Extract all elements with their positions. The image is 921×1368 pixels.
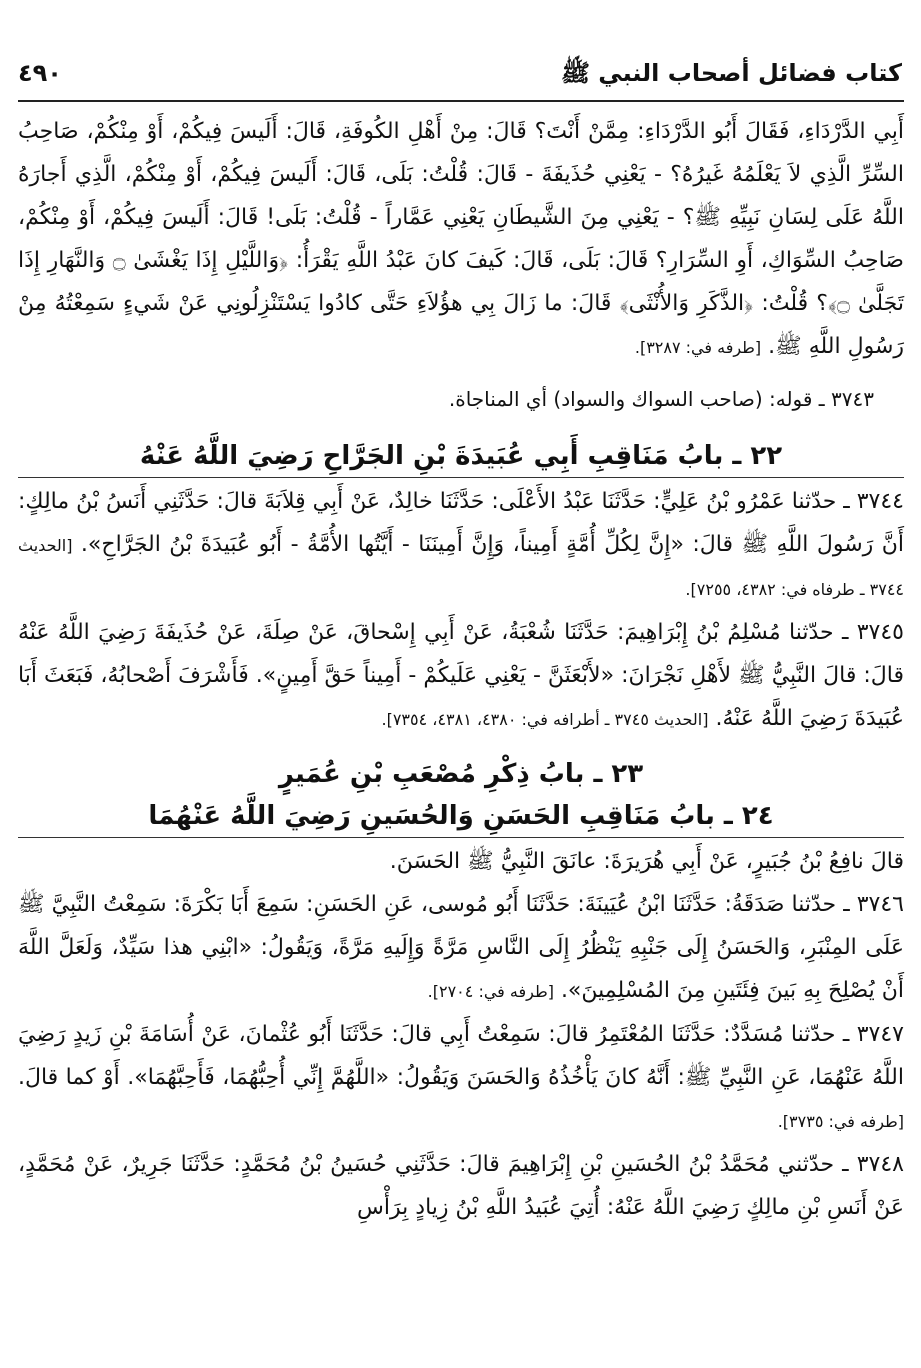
book-page (18, 58, 904, 1348)
chapter-divider (18, 477, 904, 478)
hadith-3747 (18, 1013, 904, 1143)
opening-text: أَبِي الدَّرْدَاءِ، فَقَالَ أَبُو الدَّرْدَاءِ: مِمَّنْ أَنْتَ؟ قَالَ: مِنْ أَهْلِ الكُوفَةِ، قَالَ: أَلَيسَ فِيكُمْ، أَوْ مِنْكُمْ، صَاحِبُ السِّرِّ الَّذِي لاَ يَعْلَمُهُ غَيرُهُ؟ - يَعْنِي حُذَيفَةَ - قَالَ: قُلْتُ: بَلَى، قَالَ: أَلَيسَ فِيكُمْ، أَوْ مِنْكُمْ، الَّذِي أَجارَهُ اللَّهُ عَلَى لِسَانِ نَبِيِّهِ ﷺ؟ - يَعْنِي مِنَ الشَّيطَانِ يَعْنِي عَمَّاراً - قُلْتُ: بَلَى! قَالَ: أَلَيسَ فِيكُمْ، أَوْ مِنْكُمْ، صَاحِبُ السِّوَاكِ، أَوِ السِّرَارِ؟ قَالَ: بَلَى، قَالَ: كَيفَ كانَ عَبْدُ اللَّهِ يَقْرَأُ: ﴿وَاللَّيْلِ إِذَا يَغْشَىٰ ۝ وَالنَّهَارِ إِذَا تَجَلَّىٰ ۝﴾؟ قُلْتُ: ﴿الذَّكَرِ وَالأُنْثَى﴾ قَالَ: ما زَالَ بِي هؤُلاَءِ حَتَّى كادُوا يَسْتَنْزِلُونِي عَنْ شَيءٍ سَمِعْتُهُ مِنْ رَسُولِ اللَّهِ ﷺ. (18, 119, 904, 359)
chapter-heading-22: ٢٢ ـ بابُ مَنَاقِبِ أَبِي عُبَيدَةَ بْنِ الجَرَّاحِ رَضِيَ اللَّهُ عَنْهُ (139, 441, 783, 471)
hadith-reference: [طرفه في: ٢٧٠٤]. (427, 982, 554, 1001)
page-number: ٤٩٠ (18, 59, 62, 87)
chapter-heading-23: ٢٣ ـ بابُ ذِكْرِ مُصْعَبِ بْنِ عُمَيرٍ (278, 759, 644, 789)
hadith-3745 (18, 611, 904, 741)
running-head (18, 58, 904, 102)
hadith-3744 (18, 480, 904, 611)
commentary-note: ٣٧٤٣ ـ قوله: (صاحب السواك والسواد) أي المناجاة. (448, 387, 874, 411)
opening-reference: [طرفه في: ٣٢٨٧]. (634, 338, 762, 357)
hadith-reference: [الحديث ٣٧٤٥ ـ أطرافه في: ٤٣٨٠، ٤٣٨١، ٧٣٥٤]. (381, 710, 709, 729)
hadith-text: ٣٧٤٤ ـ حدّثنا عَمْرُو بْنُ عَلِيٍّ: حَدَّثَنَا عَبْدُ الأَعْلَى: حَدَّثَنَا خالِدٌ، عَنْ أَبِي قِلاَبَةَ قالَ: حَدَّثَنِي أَنَسُ بْنُ مالِكٍ: أَنَّ رَسُولَ اللَّهِ ﷺ قالَ: «إِنَّ لِكُلِّ أُمَّةٍ أَمِيناً، وَإِنَّ أَمِينَنَا - أَيَّتُها الأُمَّةُ - أَبُو عُبَيدَةَ بْنُ الجَرَّاحِ». (17, 489, 904, 557)
hadith-text: ٣٧٤٧ ـ حدّثنا مُسَدَّدٌ: حَدَّثَنَا المُعْتَمِرُ قالَ: سَمِعْتُ أَبِي قالَ: حَدَّثَنَا أَبُو عُثْمانَ، عَنْ أُسَامَةَ بْنِ زَيدٍ رَضِيَ اللَّهُ عَنْهُمَا، عَنِ النَّبِيِّ ﷺ: أَنَّهُ كانَ يَأْخُذُهُ وَالحَسَنَ وَيَقُولُ: «اللَّهُمَّ إِنِّي أُحِبُّهُمَا، فَأَحِبَّهُمَا». أَوْ كما قالَ. (18, 1022, 904, 1090)
hadith-reference: [طرفه في: ٣٧٣٥]. (777, 1112, 904, 1131)
page-content (18, 102, 904, 1229)
chapter-heading-24: ٢٤ ـ بابُ مَنَاقِبِ الحَسَنِ وَالحُسَينِ رَضِيَ اللَّهُ عَنْهُمَا (148, 801, 774, 831)
hadith-text: ٣٧٤٥ ـ حدّثنا مُسْلِمُ بْنُ إِبْرَاهِيمَ: حَدَّثَنَا شُعْبَةُ، عَنْ أَبِي إِسْحاقَ، عَنْ صِلَةَ، عَنْ حُذَيفَةَ رَضِيَ اللَّهُ عَنْهُ قالَ: قالَ النَّبِيُّ ﷺ لأَهْلِ نَجْرَانَ: «لأَبْعَثَنَّ - يَعْنِي عَلَيكُمْ - أَمِيناً حَقَّ أَمِينٍ». فَأَشْرَفَ أَصْحابُهُ، فَبَعَثَ أَبَا عُبَيدَةَ رَضِيَ اللَّهُ عَنْهُ. (18, 620, 904, 731)
chapter-divider (18, 837, 904, 838)
book-title: كتاب فضائل أصحاب النبي ﷺ (560, 59, 902, 87)
hadith-3748 (18, 1143, 904, 1229)
hadith-reference: [الحديث ٣٧٤٤ ـ طرفاه في: ٤٣٨٢، ٧٢٥٥]. (18, 536, 904, 599)
hadith-3746 (18, 883, 904, 1013)
chapter-intro: قالَ نافِعُ بْنُ جُبَيرٍ، عَنْ أَبِي هُرَيرَةَ: عانَقَ النَّبِيُّ ﷺ الحَسَنَ. (389, 849, 904, 874)
hadith-text: ٣٧٤٦ ـ حدّثنا صَدَقَةُ: حَدَّثَنَا ابْنُ عُيَينَةَ: حَدَّثَنَا أَبُو مُوسى، عَنِ الحَسَنِ: سَمِعَ أَبَا بَكْرَةَ: سَمِعْتُ النَّبِيَّ ﷺ عَلَى المِنْبَرِ، وَالحَسَنُ إِلَى جَنْبِهِ يَنْظُرُ إِلَى النَّاسِ مَرَّةً وَإِلَيهِ مَرَّةً، وَيَقُولُ: «ابْنِي هذا سَيِّدٌ، وَلَعَلَّ اللَّهَ أَنْ يُصْلِحَ بِهِ بَينَ فِئَتَينِ مِنَ المُسْلِمِينَ». (18, 892, 904, 1003)
hadith-text: ٣٧٤٨ ـ حدّثني مُحَمَّدُ بْنُ الحُسَينِ بْنِ إِبْرَاهِيمَ قالَ: حَدَّثَنِي حُسَينُ بْنُ مُحَمَّدٍ: حَدَّثَنَا جَرِيرٌ، عَنْ مُحَمَّدٍ، عَنْ أَنَسِ بْنِ مالِكٍ رَضِيَ اللَّهُ عَنْهُ: أُتِيَ عُبَيدُ اللَّهِ بْنُ زِيادٍ بِرَأْسِ (18, 1152, 904, 1220)
opening-paragraph (18, 110, 904, 369)
